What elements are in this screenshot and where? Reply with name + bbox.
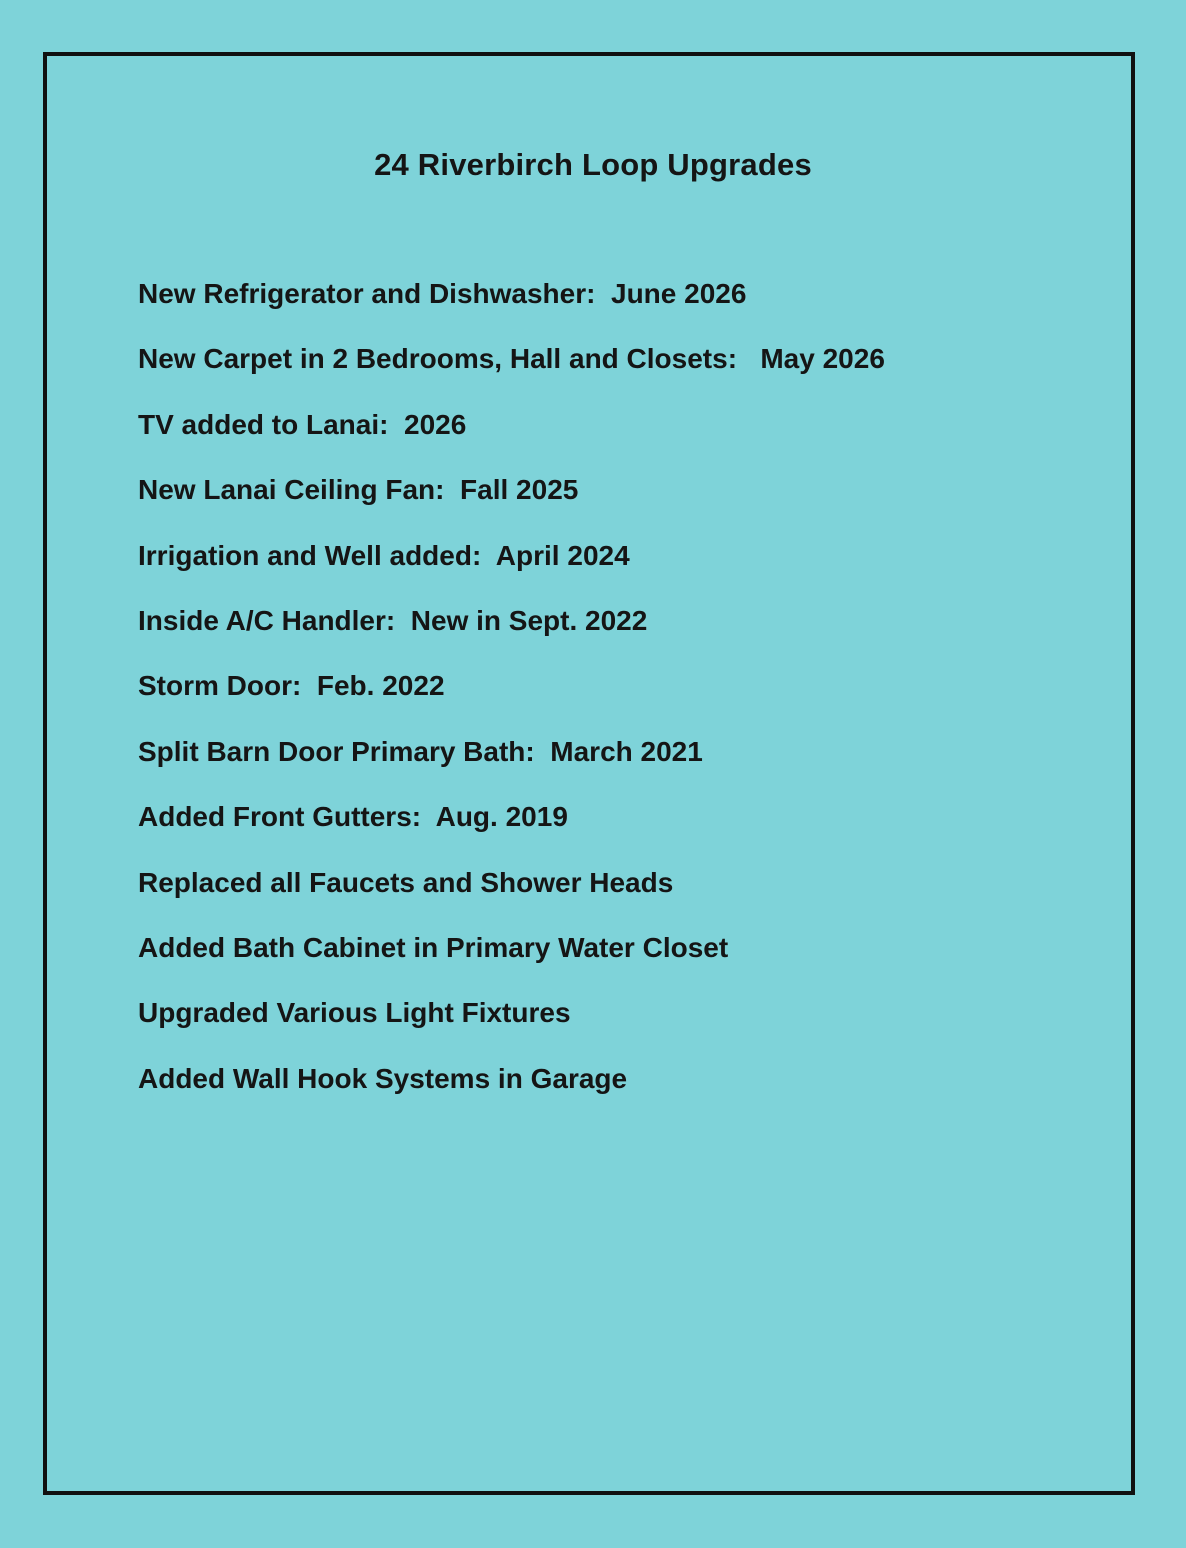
list-item: Replaced all Faucets and Shower Heads	[138, 866, 674, 898]
list-item: Added Wall Hook Systems in Garage	[138, 1062, 628, 1094]
list-item: Added Bath Cabinet in Primary Water Closet	[138, 931, 729, 963]
list-item: Storm Door: Feb. 2022	[138, 670, 445, 702]
list-item: Inside A/C Handler: New in Sept. 2022	[138, 604, 648, 636]
upgrade-list	[138, 276, 885, 1126]
list-item: Upgraded Various Light Fixtures	[138, 997, 571, 1029]
page-title: 24 Riverbirch Loop Upgrades	[374, 147, 812, 182]
list-item: Added Front Gutters: Aug. 2019	[138, 801, 568, 833]
list-item: New Lanai Ceiling Fan: Fall 2025	[138, 474, 579, 506]
list-item: Irrigation and Well added: April 2024	[138, 539, 630, 571]
list-item: TV added to Lanai: 2026	[138, 408, 467, 440]
list-item: New Carpet in 2 Bedrooms, Hall and Closets: May 2026	[138, 343, 885, 375]
list-item: New Refrigerator and Dishwasher: June 2026	[138, 278, 747, 309]
list-item: Split Barn Door Primary Bath: March 2021	[138, 735, 703, 767]
